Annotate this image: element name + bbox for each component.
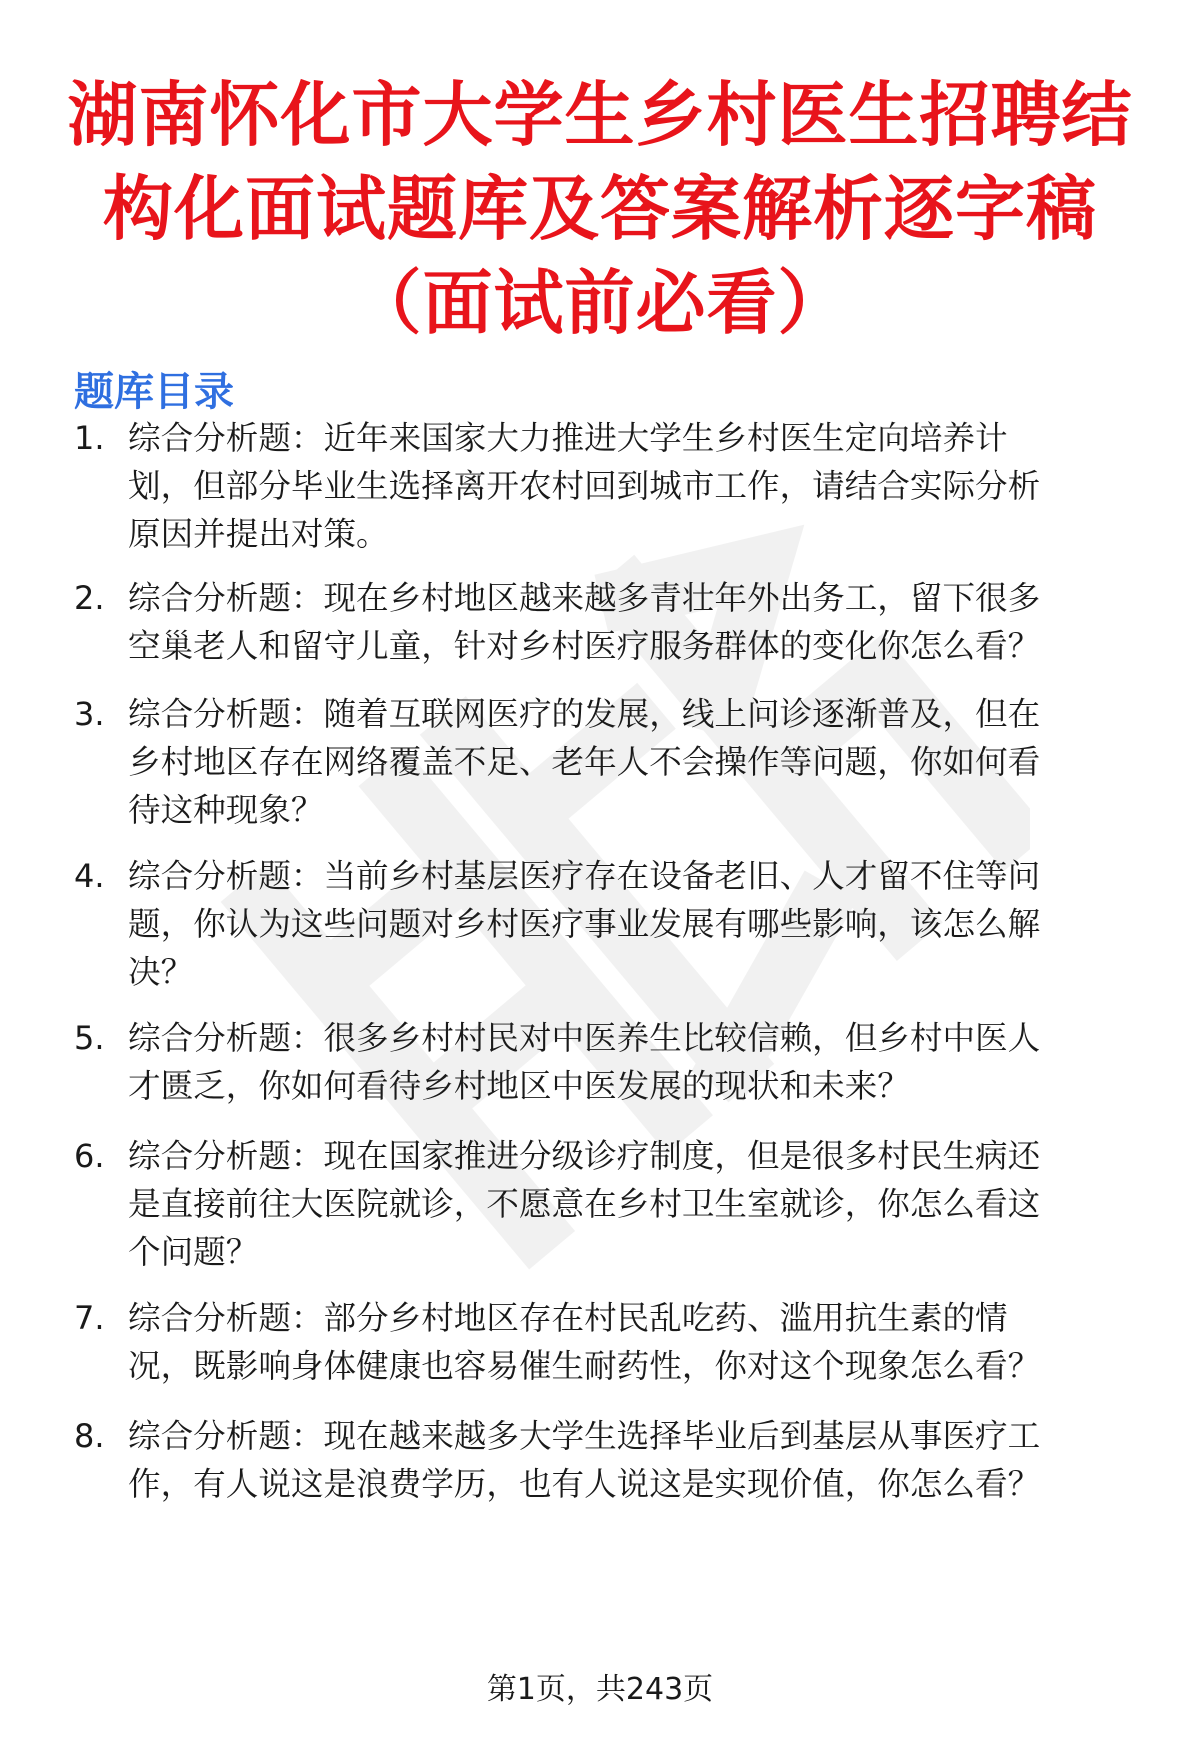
question-number: 1. xyxy=(74,419,105,457)
question-line: 综合分析题：当前乡村基层医疗存在设备老旧、人才留不住等问 xyxy=(128,857,1041,895)
question-line: 况，既影响身体健康也容易催生耐药性，你对这个现象怎么看？ xyxy=(128,1347,1041,1385)
question-line: 才匮乏，你如何看待乡村地区中医发展的现状和未来？ xyxy=(128,1067,910,1105)
question-line: 决？ xyxy=(128,953,194,991)
question-text xyxy=(128,414,1200,558)
question-line: 划，但部分毕业生选择离开农村回到城市工作，请结合实际分析 xyxy=(128,467,1041,505)
question-line: 题，你认为这些问题对乡村医疗事业发展有哪些影响，该怎么解 xyxy=(128,905,1041,943)
question-line: 作，有人说这是浪费学历，也有人说这是实现价值，你怎么看？ xyxy=(128,1465,1041,1503)
question-line: 综合分析题：部分乡村地区存在村民乱吃药、滥用抗生素的情 xyxy=(128,1299,1008,1337)
question-number: 8. xyxy=(74,1417,105,1455)
question-number: 4. xyxy=(74,857,105,895)
question-line: 待这种现象？ xyxy=(128,791,324,829)
question-line: 原因并提出对策。 xyxy=(128,515,389,553)
question-line: 综合分析题：现在越来越多大学生选择毕业后到基层从事医疗工 xyxy=(128,1417,1041,1455)
question-line: 乡村地区存在网络覆盖不足、老年人不会操作等问题，你如何看 xyxy=(128,743,1041,781)
question-text xyxy=(128,852,1200,996)
question-line: 个问题？ xyxy=(128,1233,259,1271)
question-line: 综合分析题：现在乡村地区越来越多青壮年外出务工，留下很多 xyxy=(128,579,1041,617)
title-line: 构化面试题库及答案解析逐字稿 xyxy=(103,168,1097,250)
question-text xyxy=(128,1412,1200,1508)
question-text xyxy=(128,1014,1200,1110)
title-line: 湖南怀化市大学生乡村医生招聘结 xyxy=(67,74,1133,156)
question-line: 综合分析题：近年来国家大力推进大学生乡村医生定向培养计 xyxy=(128,419,1008,457)
question-number: 2. xyxy=(74,579,105,617)
title-line: （面试前必看） xyxy=(351,262,849,344)
question-line: 是直接前往大医院就诊，不愿意在乡村卫生室就诊，你怎么看这 xyxy=(128,1185,1041,1223)
question-text xyxy=(128,1132,1200,1276)
question-line: 综合分析题：很多乡村村民对中医养生比较信赖，但乡村中医人 xyxy=(128,1019,1041,1057)
question-number: 6. xyxy=(74,1137,105,1175)
question-line: 空巢老人和留守儿童，针对乡村医疗服务群体的变化你怎么看？ xyxy=(128,627,1041,665)
question-text xyxy=(128,690,1200,834)
question-number: 5. xyxy=(74,1019,105,1057)
page-footer: 第1页，共243页 xyxy=(486,1672,714,1707)
question-line: 综合分析题：随着互联网医疗的发展，线上问诊逐渐普及，但在 xyxy=(128,695,1041,733)
question-number: 7. xyxy=(74,1299,105,1337)
section-heading: 题库目录 xyxy=(74,369,234,415)
question-line: 综合分析题：现在国家推进分级诊疗制度，但是很多村民生病还 xyxy=(128,1137,1041,1175)
document-title xyxy=(60,68,1140,350)
question-text xyxy=(128,1294,1200,1390)
question-number: 3. xyxy=(74,695,105,733)
question-text xyxy=(128,574,1200,670)
